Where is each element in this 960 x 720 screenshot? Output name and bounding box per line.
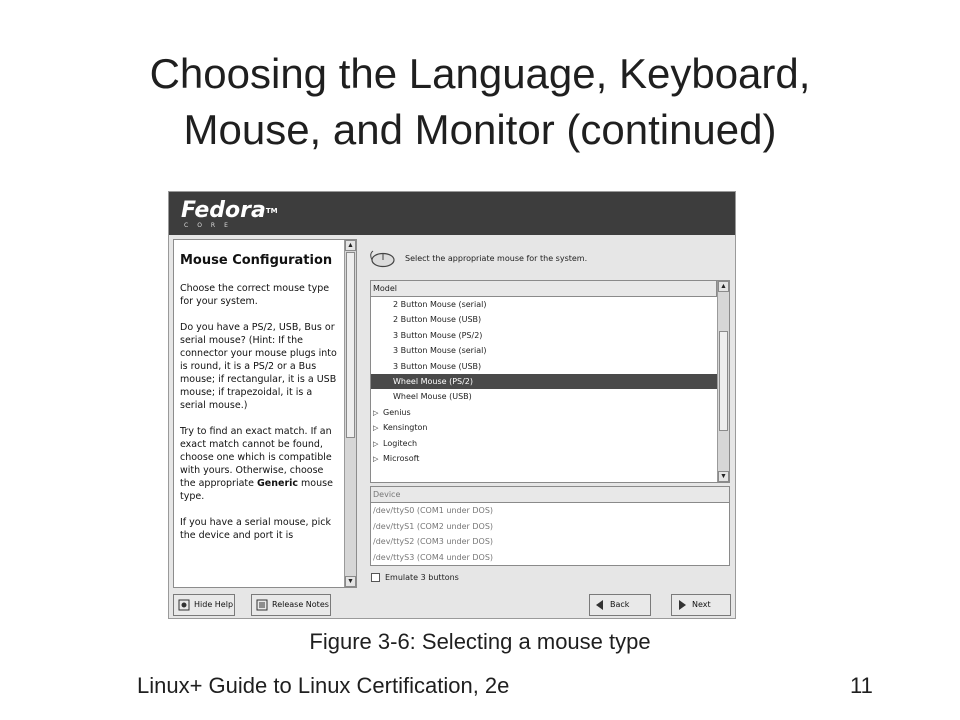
model-row[interactable] [371,343,717,358]
prompt-text: Select the appropriate mouse for the system. [405,254,588,263]
figure-caption: Figure 3-6: Selecting a mouse type [309,629,651,654]
help-icon [178,599,190,611]
model-row-label: 2 Button Mouse (serial) [393,300,487,309]
scroll-down-icon[interactable]: ▼ [718,471,729,482]
model-list[interactable] [370,280,730,483]
emulate-label: Emulate 3 buttons [385,573,459,582]
device-row[interactable]: /dev/ttyS2 (COM3 under DOS) [373,537,494,546]
help-paragraph: If you have a serial mouse, pick the device and port it is [180,517,331,541]
page-number: 11 [850,673,873,698]
next-arrow-icon [676,599,688,611]
model-row-label: Kensington [383,423,428,433]
notes-icon [256,599,268,611]
slide-title [0,46,960,158]
help-paragraph: Try to find an exact match. If an exact match cannot be found, choose one which is compatible with yours. Otherwise, choose the appropriate Generic mouse type. [180,426,333,502]
model-row-label: 2 Button Mouse (USB) [393,315,482,325]
help-scrollbar[interactable] [344,240,356,587]
help-panel [173,239,357,588]
help-heading: Mouse Configuration [180,253,333,268]
model-row-label: Microsoft [383,453,420,463]
model-row-label: 3 Button Mouse (PS/2) [393,330,483,340]
device-row[interactable]: /dev/ttyS1 (COM2 under DOS) [373,521,494,531]
model-scroll-thumb[interactable] [719,331,728,431]
scroll-down-icon[interactable]: ▼ [345,576,356,587]
help-content [180,254,340,555]
emulate-checkbox[interactable] [371,573,380,582]
scroll-up-icon[interactable]: ▲ [345,240,356,251]
model-row[interactable] [371,389,717,404]
device-column-header[interactable]: Device [371,487,729,503]
model-row-label: 3 Button Mouse (serial) [393,346,487,356]
help-scroll-thumb[interactable] [346,252,355,438]
slide-title-line-1: Choosing the Language, Keyboard, [149,50,811,97]
release-notes-button[interactable] [251,594,331,616]
device-row[interactable]: /dev/ttyS3 (COM4 under DOS) [373,552,494,562]
model-group-row[interactable] [371,405,717,420]
model-row-label: Wheel Mouse (PS/2) [393,376,474,386]
model-rows [371,291,717,466]
back-arrow-icon [594,599,606,611]
model-column-header[interactable]: Model [371,281,717,297]
slide-title-line-2: Mouse, and Monitor (continued) [183,106,777,153]
model-group-row[interactable] [371,420,717,435]
scroll-up-icon[interactable]: ▲ [718,281,729,292]
next-button[interactable] [671,594,731,616]
model-row-label: Logitech [383,438,418,448]
model-group-row[interactable] [371,451,717,466]
model-row[interactable] [371,312,717,327]
fedora-logo [181,198,278,224]
installer-screenshot [168,191,736,619]
device-row[interactable]: /dev/ttyS0 (COM1 under DOS) [373,506,494,515]
model-row[interactable] [371,297,717,312]
model-row-label: 3 Button Mouse (USB) [393,361,482,371]
back-button[interactable] [589,594,651,616]
device-list[interactable] [370,486,730,566]
hide-help-button[interactable] [173,594,235,616]
release-notes-label: Release Notes [272,600,329,609]
help-paragraph: Do you have a PS/2, USB, Bus or serial mouse? (Hint: If the connector your mouse plugs into is round, it is a PS/2 or a Bus mouse; if rectangular, it is a USB mouse; if trapezoidal, it is a serial mouse.) [180,322,337,411]
help-paragraph: Choose the correct mouse type for your system. [180,283,330,307]
logo-text: Fedora [181,198,266,223]
model-row-label: Wheel Mouse (USB) [393,392,472,402]
fedora-banner [169,192,736,235]
back-label: Back [610,600,630,609]
model-row[interactable] [371,328,717,343]
logo-trademark: TM [265,207,278,215]
model-row-selected[interactable] [371,374,717,389]
model-row[interactable] [371,359,717,374]
mouse-icon [369,250,395,268]
footer-title: Linux+ Guide to Linux Certification, 2e [137,673,510,698]
triangle-right-icon[interactable]: ▷ [373,424,379,433]
next-label: Next [692,600,711,609]
model-group-row[interactable] [371,436,717,451]
model-row-label: Genius [383,407,411,417]
logo-subtitle: CORE [184,222,237,229]
hide-help-label: Hide Help [194,600,234,609]
triangle-right-icon[interactable]: ▷ [373,454,379,463]
model-scrollbar[interactable] [717,281,729,482]
triangle-right-icon[interactable]: ▷ [373,439,379,448]
triangle-right-icon[interactable]: ▷ [373,408,379,417]
